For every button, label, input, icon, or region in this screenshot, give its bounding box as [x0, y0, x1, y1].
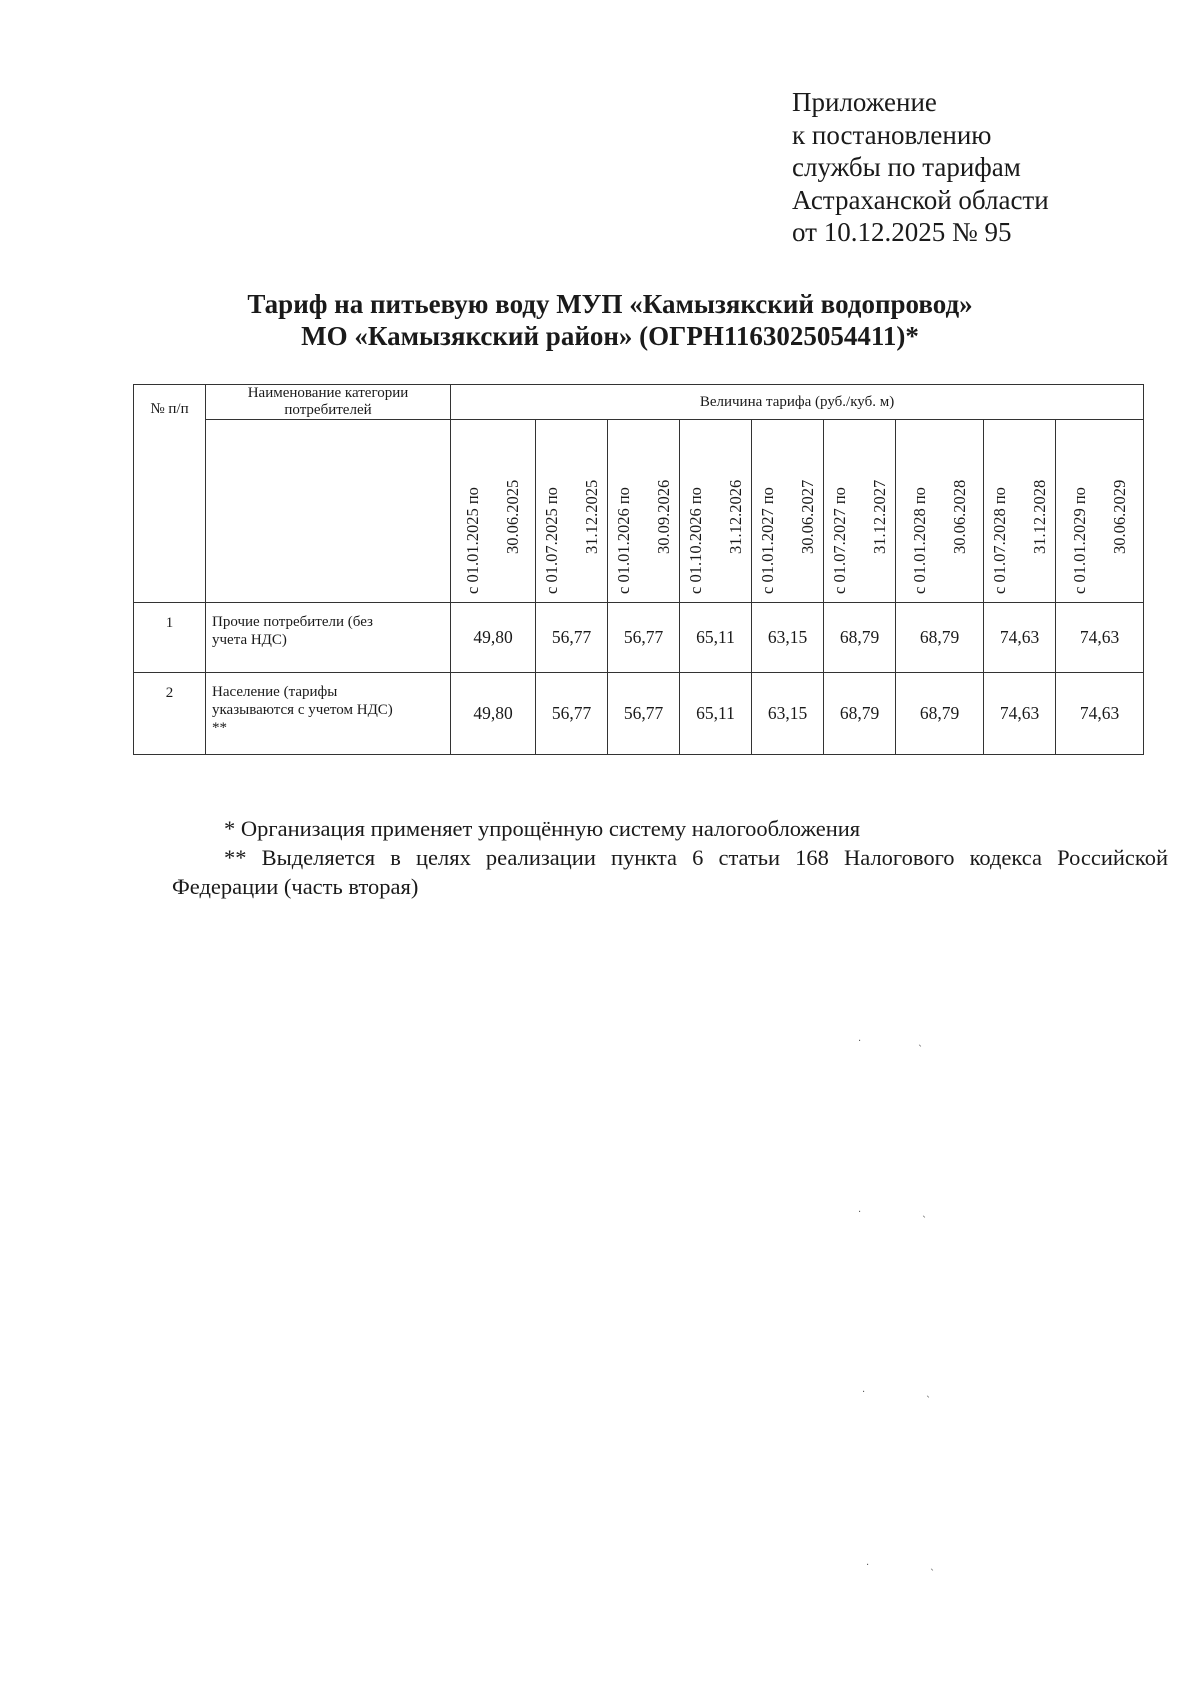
- header-number: № п/п: [134, 385, 206, 603]
- tariff-value: 49,80: [451, 673, 536, 755]
- appendix-line: Приложение: [792, 87, 937, 117]
- title-line-2: МО «Камызякский район» (ОГРН1163025054411)*: [301, 321, 919, 351]
- footnote-1: * Организация применяет упрощённую систему налогообложения: [224, 816, 861, 841]
- period-label: с 01.10.2026 по: [685, 487, 705, 594]
- tariff-value: 68,79: [896, 673, 984, 755]
- period-label: 30.06.2025: [503, 479, 522, 554]
- period-label: с 01.01.2026 по: [613, 487, 633, 594]
- scan-speck: ·: [866, 1560, 870, 1571]
- tariff-value: 74,63: [984, 673, 1056, 755]
- period-header: [680, 420, 752, 603]
- period-header: [451, 420, 536, 603]
- period-label: 30.09.2026: [653, 479, 673, 554]
- period-empty-cell: [206, 420, 451, 603]
- period-label: 31.12.2027: [869, 479, 889, 554]
- tariff-value: 63,15: [752, 673, 824, 755]
- footnote-2-continuation: Федерации (часть вторая): [172, 874, 419, 899]
- period-label: 31.12.2028: [1029, 479, 1049, 554]
- tariff-value: 74,63: [1056, 673, 1144, 755]
- appendix-line: от 10.12.2025 № 95: [792, 217, 1012, 247]
- tariff-value: 56,77: [536, 673, 608, 755]
- period-header: [752, 420, 824, 603]
- period-label: с 01.07.2025 по: [541, 487, 561, 594]
- tariff-value: 65,11: [680, 603, 752, 673]
- appendix-line: службы по тарифам: [792, 152, 1021, 182]
- scan-speck: ˎ: [922, 1207, 927, 1218]
- period-label: с 01.07.2027 по: [829, 487, 849, 594]
- tariff-value: 63,15: [752, 603, 824, 673]
- tariff-value: 68,79: [824, 673, 896, 755]
- appendix-line: к постановлению: [792, 119, 992, 150]
- tariff-value: 68,79: [896, 603, 984, 673]
- period-label: 30.06.2027: [797, 479, 817, 554]
- period-label: 31.12.2025: [581, 479, 601, 554]
- tariff-value: 74,63: [984, 603, 1056, 673]
- row-category-line: учета НДС): [212, 632, 287, 648]
- footnotes: [172, 814, 1168, 901]
- period-header: [608, 420, 680, 603]
- table-row: [134, 673, 1144, 755]
- period-header: [984, 420, 1056, 603]
- row-category-line: указываются с учетом НДС): [212, 702, 393, 718]
- tariff-value: 65,11: [680, 673, 752, 755]
- row-category-line: Население (тарифы: [212, 684, 338, 700]
- header-tariff-value: Величина тарифа (руб./куб. м): [451, 385, 1144, 420]
- period-label: с 01.01.2025 по: [463, 487, 482, 594]
- scan-speck: ˎ: [918, 1036, 923, 1047]
- tariff-value: 56,77: [608, 603, 680, 673]
- period-header: [896, 420, 984, 603]
- tariff-value: 74,63: [1056, 603, 1144, 673]
- period-header: [536, 420, 608, 603]
- period-header: [1056, 420, 1144, 603]
- scan-speck: ·: [858, 1207, 862, 1218]
- tariff-value: 49,80: [451, 603, 536, 673]
- header-category: Наименование категории потребителей: [206, 385, 451, 420]
- title-line-1: Тариф на питьевую воду МУП «Камызякский водопровод»: [247, 289, 973, 319]
- row-number: 2: [134, 673, 206, 755]
- period-label: с 01.01.2029 по: [1069, 487, 1089, 594]
- appendix-block: [792, 86, 1049, 249]
- period-label: с 01.01.2027 по: [757, 487, 777, 594]
- period-label: с 01.01.2028 по: [909, 487, 929, 594]
- row-category-line: **: [212, 720, 227, 736]
- row-category-line: Прочие потребители (без: [212, 614, 373, 630]
- document-title: [170, 288, 1050, 352]
- period-label: с 01.07.2028 по: [989, 487, 1009, 594]
- period-row: [134, 420, 1144, 603]
- tariff-value: 68,79: [824, 603, 896, 673]
- period-label: 30.06.2029: [1109, 479, 1129, 554]
- footnote-2: ** Выделяется в целях реализации пункта 6 статьи 168 Налогового кодекса Российской: [224, 845, 1168, 870]
- period-label: 31.12.2026: [725, 479, 745, 554]
- scan-speck: ˎ: [930, 1560, 935, 1571]
- tariff-table: [133, 384, 1144, 755]
- row-category: [206, 673, 451, 755]
- row-number: 1: [134, 603, 206, 673]
- tariff-value: 56,77: [608, 673, 680, 755]
- period-header: [824, 420, 896, 603]
- row-category: [206, 603, 451, 673]
- table-row: [134, 603, 1144, 673]
- scan-speck: ·: [862, 1387, 866, 1398]
- period-label: 30.06.2028: [949, 479, 969, 554]
- scan-speck: ˎ: [926, 1387, 931, 1398]
- tariff-value: 56,77: [536, 603, 608, 673]
- scan-speck: ·: [858, 1036, 862, 1047]
- appendix-line: Астраханской области: [792, 184, 1049, 215]
